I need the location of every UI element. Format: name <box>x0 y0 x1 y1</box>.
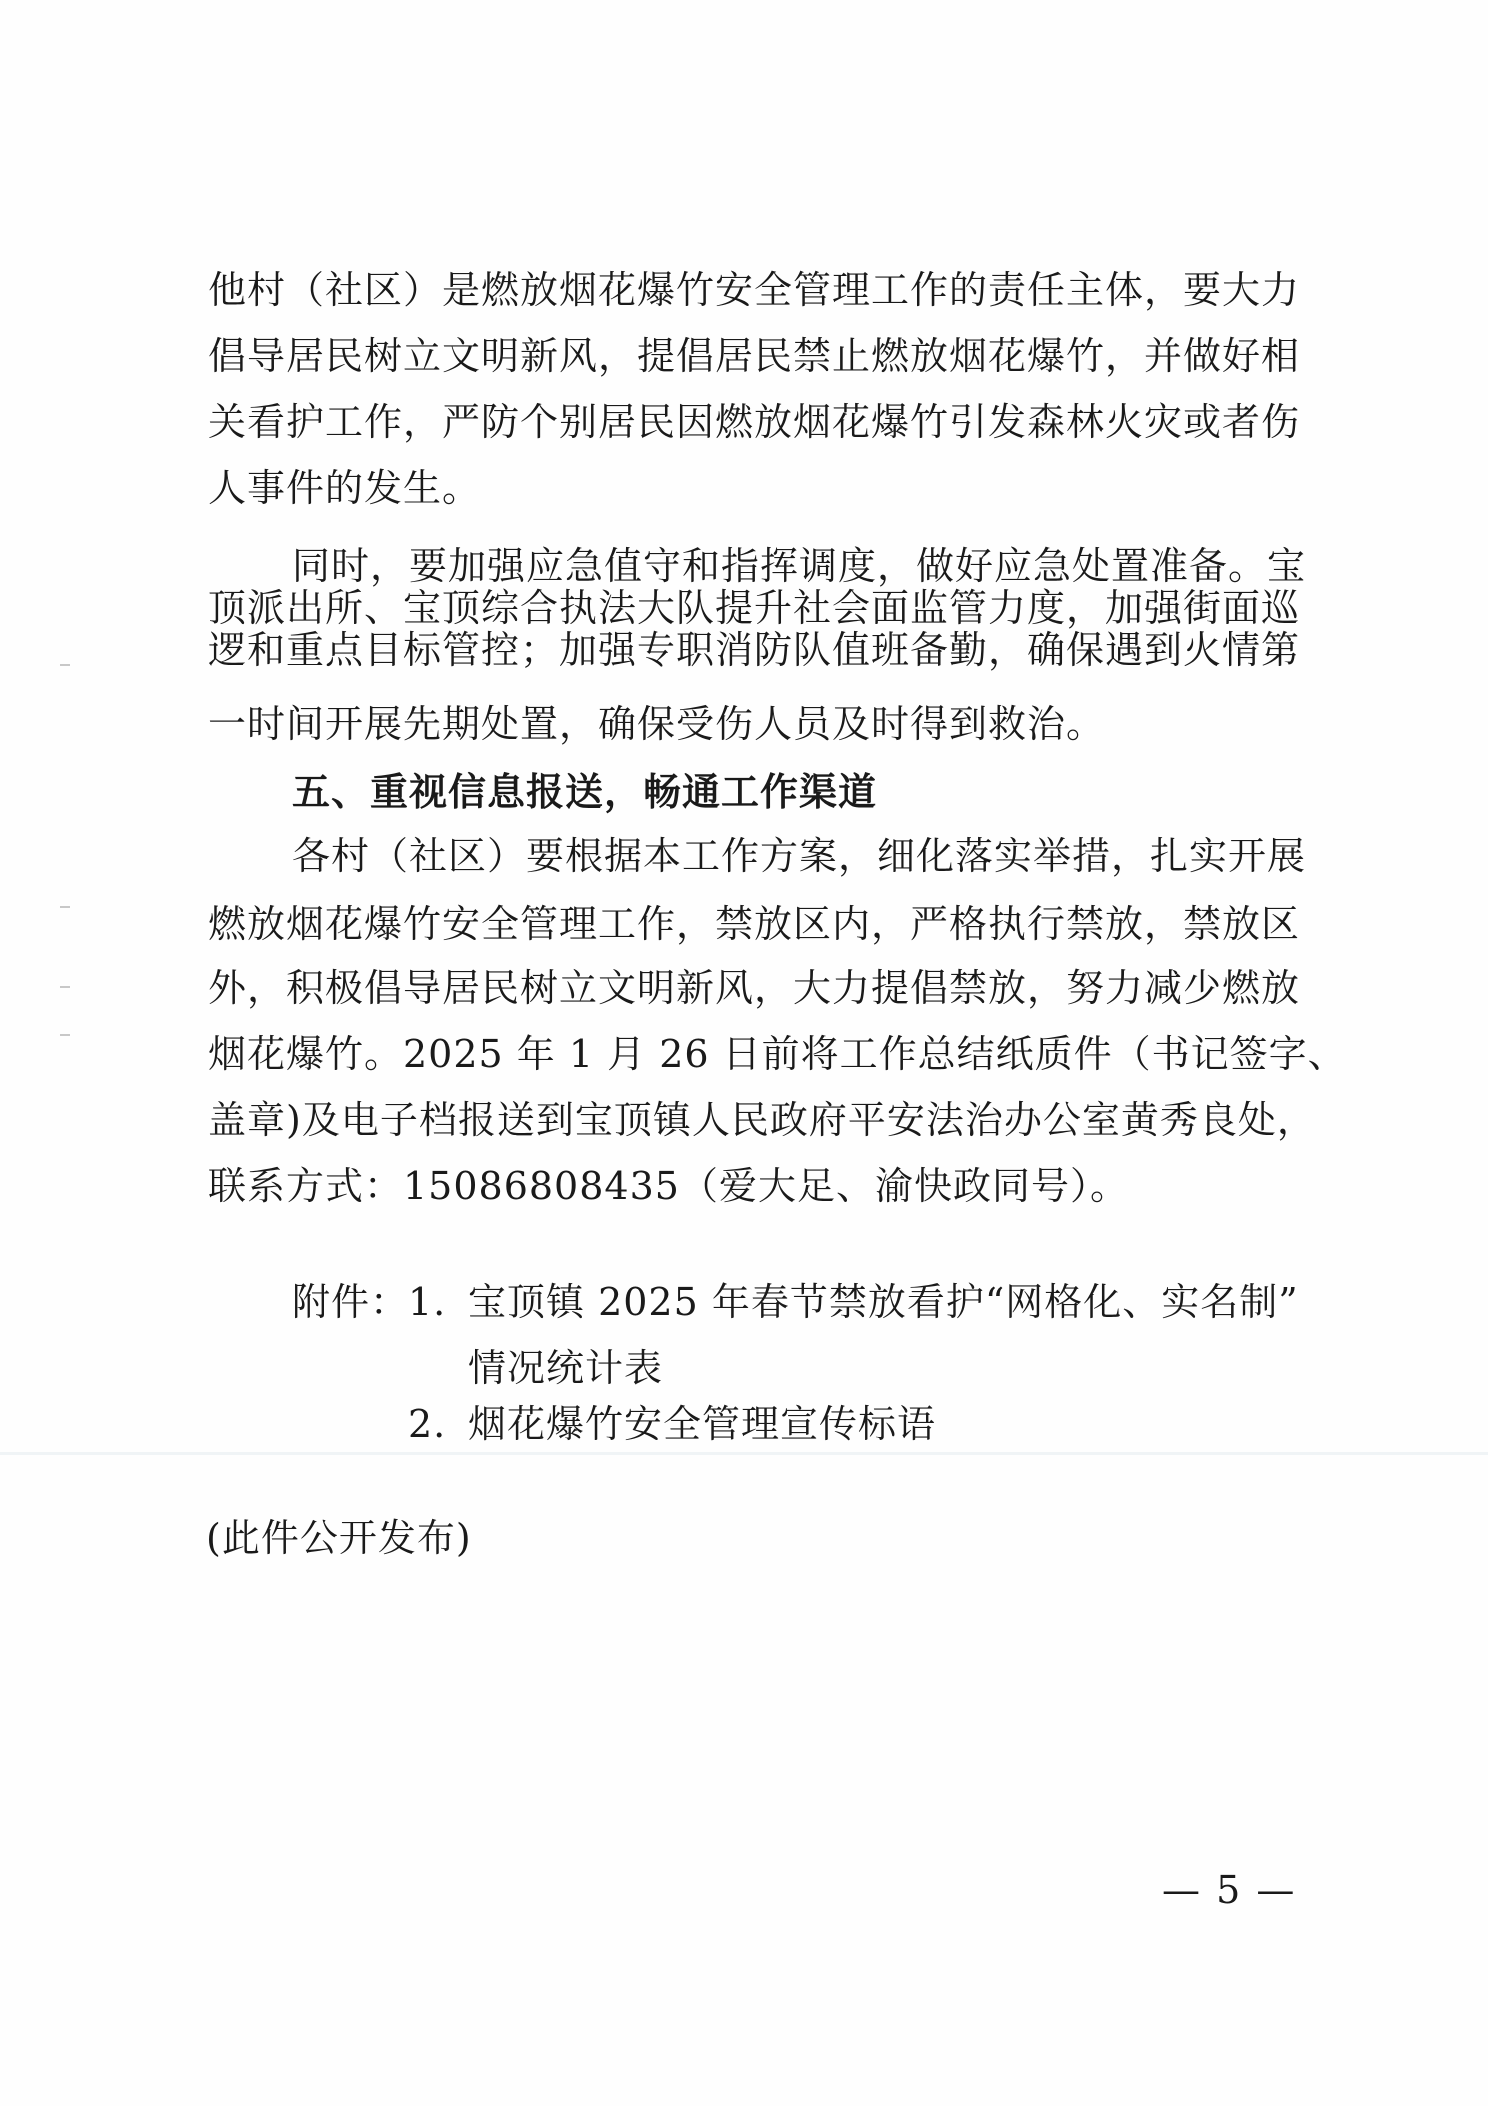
attachments-label: 附件： <box>292 1280 410 1324</box>
text-line: 顶派出所、宝顶综合执法大队提升社会面监管力度，加强街面巡 <box>208 586 1301 630</box>
attachment-number: 2. <box>408 1402 447 1446</box>
text-line: 联系方式：15086808435（爱大足、渝快政同号）。 <box>208 1164 1129 1208</box>
text-line: 外，积极倡导居民树立文明新风，大力提倡禁放，努力减少燃放 <box>208 966 1301 1010</box>
attachment-number: 1. <box>408 1280 447 1324</box>
text-line: 同时，要加强应急值守和指挥调度，做好应急处置准备。宝 <box>292 544 1307 588</box>
text-line: 倡导居民树立文明新风，提倡居民禁止燃放烟花爆竹，并做好相 <box>208 334 1301 378</box>
text-line: 燃放烟花爆竹安全管理工作，禁放区内，严格执行禁放，禁放区 <box>208 902 1301 946</box>
attachment-title: 烟花爆竹安全管理宣传标语 <box>468 1402 937 1446</box>
scan-band <box>0 1452 1488 1455</box>
scan-artifact <box>60 664 70 666</box>
scan-artifact <box>60 906 70 908</box>
scan-artifact <box>60 986 70 988</box>
page-number: — 5 — <box>1162 1868 1297 1912</box>
text-line: 关看护工作，严防个别居民因燃放烟花爆竹引发森林火灾或者伤 <box>208 400 1301 444</box>
text-line: 一时间开展先期处置，确保受伤人员及时得到救治。 <box>208 702 1106 746</box>
text-line: 盖章)及电子档报送到宝顶镇人民政府平安法治办公室黄秀良处， <box>208 1098 1316 1142</box>
text-line: 他村（社区）是燃放烟花爆竹安全管理工作的责任主体，要大力 <box>208 268 1301 312</box>
text-line: 烟花爆竹。2025 年 1 月 26 日前将工作总结纸质件（书记签字、 <box>208 1032 1347 1076</box>
section-heading: 五、重视信息报送，畅通工作渠道 <box>292 770 878 814</box>
text-line: 逻和重点目标管控；加强专职消防队值班备勤，确保遇到火情第 <box>208 628 1301 672</box>
attachment-title: 宝顶镇 2025 年春节禁放看护“网格化、实名制” <box>468 1280 1299 1324</box>
attachment-title-continued: 情况统计表 <box>468 1346 664 1390</box>
text-line: 各村（社区）要根据本工作方案，细化落实举措，扎实开展 <box>292 834 1307 878</box>
text-line: 人事件的发生。 <box>208 466 482 510</box>
publication-note: (此件公开发布) <box>206 1516 472 1560</box>
scan-artifact <box>60 1034 70 1036</box>
